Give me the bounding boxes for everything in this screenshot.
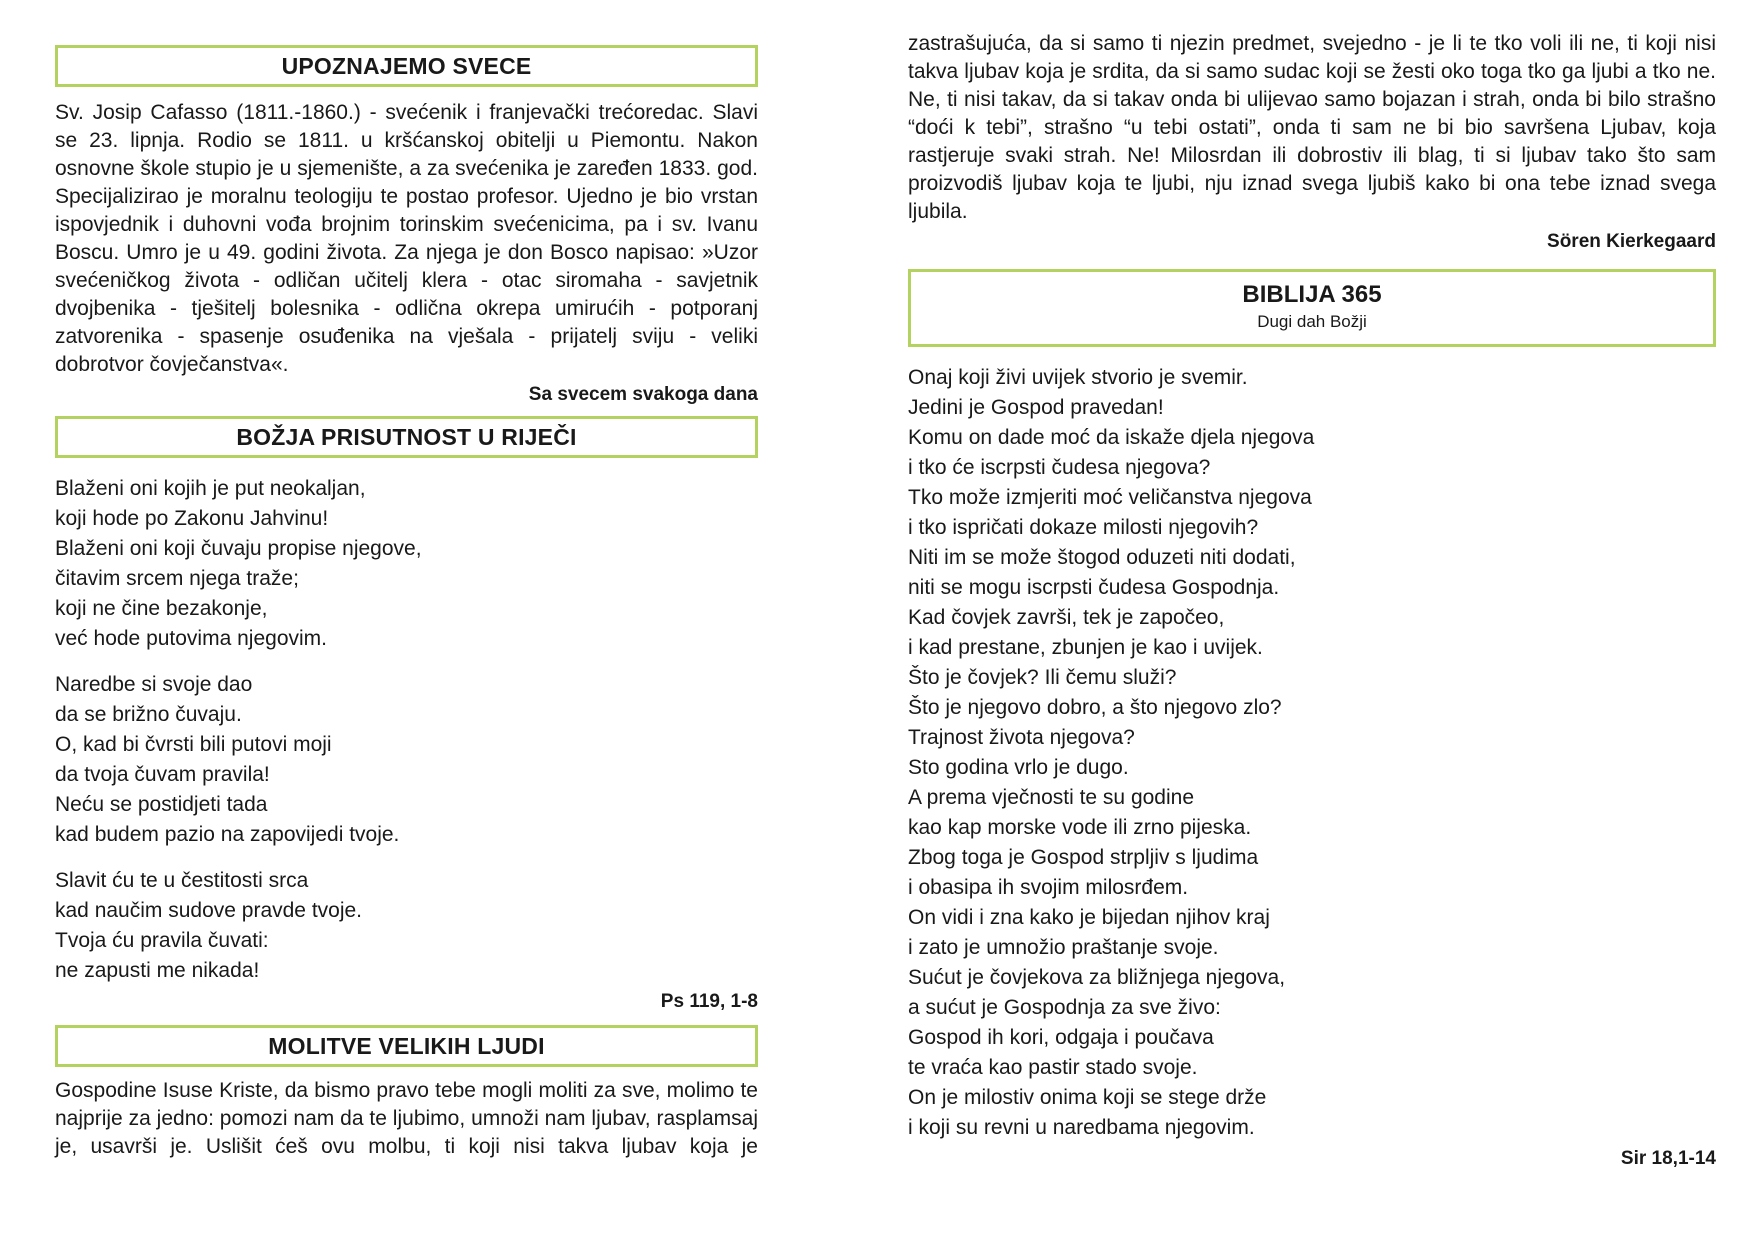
poem-line: On je milostiv onima koji se stege drže: [908, 1086, 1267, 1109]
section-box-upoznajemo-svece: [55, 45, 758, 87]
attribution-sa-svecem: Sa svecem svakoga dana: [528, 384, 758, 405]
poem-line: Jedini je Gospod pravedan!: [908, 396, 1164, 419]
poem-line: već hode putovima njegovim.: [55, 627, 327, 650]
poem-line: A prema vječnosti te su godine: [908, 786, 1195, 809]
poem-line: Sto godina vrlo je dugo.: [908, 756, 1129, 779]
poem-line: Slavit ću te u čestitosti srca: [55, 869, 309, 892]
attribution-kierkegaard: Sören Kierkegaard: [1547, 231, 1716, 252]
poem-line: Trajnost života njegova?: [908, 726, 1135, 749]
poem-line: i tko ispričati dokaze milosti njegovih?: [908, 516, 1259, 539]
section-title-bozja-prisutnost: BOŽJA PRISUTNOST U RIJEČI: [236, 424, 577, 450]
poem-line: koji ne čine bezakonje,: [55, 597, 268, 620]
poem-line: Blaženi oni kojih je put neokaljan,: [55, 477, 366, 500]
poem-stanza: [55, 474, 758, 654]
poem-line: Onaj koji živi uvijek stvorio je svemir.: [908, 366, 1248, 389]
poem-line: Tvoja ću pravila čuvati:: [55, 929, 269, 952]
poem-line: čitavim srcem njega traže;: [55, 567, 299, 590]
poem-line: kao kap morske vode ili zrno pijeska.: [908, 816, 1252, 839]
poem-line: i obasipa ih svojim milosrđem.: [908, 876, 1189, 899]
poem-line: niti se mogu iscrpsti čudesa Gospodnja.: [908, 576, 1280, 599]
poem-line: i koji su revni u naredbama njegovim.: [908, 1116, 1255, 1139]
sirach-poem: [908, 363, 1716, 1143]
left-column: [55, 45, 758, 1161]
poem-line: Gospod ih kori, odgaja i poučava: [908, 1026, 1214, 1049]
poem-line: ne zapusti me nikada!: [55, 959, 260, 982]
poem-line: a sućut je Gospodnja za sve živo:: [908, 996, 1221, 1019]
poem-line: O, kad bi čvrsti bili putovi moji: [55, 733, 332, 756]
poem-line: Kad čovjek završi, tek je započeo,: [908, 606, 1225, 629]
poem-line: Sućut je čovjekova za bližnjega njegova,: [908, 966, 1286, 989]
poem-line: Neću se postidjeti tada: [55, 793, 268, 816]
poem-line: kad budem pazio na zapovijedi tvoje.: [55, 823, 400, 846]
section-subtitle-dugi-dah-bozji: Dugi dah Božji: [1257, 312, 1367, 331]
section-box-bozja-prisutnost: [55, 416, 758, 458]
paragraph-prayer-start: Gospodine Isuse Kriste, da bismo pravo tebe mogli moliti za sve, molimo te najprije za jedno: pomozi nam da te ljubimo, umnoži nam ljubav, rasplamsaj je, usavrši je. Uslišit ćeš ovu molbu, ti koji nisi takva ljubav koja je: [55, 1079, 758, 1158]
poem-line: Niti im se može štogod oduzeti niti dodati,: [908, 546, 1296, 569]
section-title-biblija-365: BIBLIJA 365: [1242, 281, 1382, 308]
poem-line: da se brižno čuvaju.: [55, 703, 242, 726]
poem-line: Komu on dade moć da iskaže djela njegova: [908, 426, 1315, 449]
poem-line: i kad prestane, zbunjen je kao i uvijek.: [908, 636, 1263, 659]
poem-line: Tko može izmjeriti moć veličanstva njegova: [908, 486, 1312, 509]
poem-line: Naredbe si svoje dao: [55, 673, 253, 696]
right-column: [908, 30, 1716, 1172]
poem-line: kad naučim sudove pravde tvoje.: [55, 899, 363, 922]
poem-line: Blaženi oni koji čuvaju propise njegove,: [55, 537, 422, 560]
poem-stanza: [55, 866, 758, 986]
poem-line: Zbog toga je Gospod strpljiv s ljudima: [908, 846, 1259, 869]
poem-line: Što je čovjek? Ili čemu služi?: [908, 666, 1177, 689]
poem-stanza: [55, 670, 758, 850]
poem-line: On vidi i zna kako je bijedan njihov kraj: [908, 906, 1270, 929]
poem-line: da tvoja čuvam pravila!: [55, 763, 270, 786]
section-title-upoznajemo-svece: UPOZNAJEMO SVECE: [281, 53, 532, 79]
section-title-molitve: MOLITVE VELIKIH LJUDI: [268, 1033, 545, 1059]
poem-line: te vraća kao pastir stado svoje.: [908, 1056, 1198, 1079]
poem-line: koji hode po Zakonu Jahvinu!: [55, 507, 329, 530]
attribution-ps-119: Ps 119, 1-8: [660, 991, 758, 1012]
section-box-molitve: [55, 1025, 758, 1067]
section-box-biblija-365: [908, 269, 1716, 347]
paragraph-prayer-continuation: zastrašujuća, da si samo ti njezin predmet, svejedno - je li te tko voli ili ne, ti koji nisi takva ljubav koja je srdita, da si samo sudac koji se žesti oko toga tko ga ljubi a tko ne. Ne, ti nisi takav, da si takav onda bi ulijevao samo bojazan i strah, onda bi bilo strašno “doći k tebi”, strašno “u tebi ostati”, onda ti sam ne bi bio savršena Ljubav, koja rastjeruje svaki strah. Ne! Milosrdan ili dobrostiv ili blag, ti si ljubav tako što sam proizvodiš ljubav koja te ljubi, nju iznad svega ljubiš kako bi ona tebe iznad svega ljubila.: [908, 32, 1716, 223]
psalm-poem: [55, 474, 758, 986]
poem-line: i tko će iscrpsti čudesa njegova?: [908, 456, 1211, 479]
attribution-sir-18: Sir 18,1-14: [1620, 1148, 1716, 1169]
poem-line: i zato je umnožio praštanje svoje.: [908, 936, 1219, 959]
poem-line: Što je njegovo dobro, a što njegovo zlo?: [908, 696, 1282, 719]
paragraph-saint-biography: Sv. Josip Cafasso (1811.-1860.) - svećenik i franjevački trećoredac. Slavi se 23. lipnja. Rodio se 1811. u kršćanskoj obitelji u Piemontu. Nakon osnovne škole stupio je u sjemenište, a za svećenika je zaređen 1833. god. Specijalizirao je moralnu teologiju te postao profesor. Ujedno je bio vrstan ispovjednik i duhovni vođa brojnim torinskim svećenicima, pa i sv. Ivanu Boscu. Umro je u 49. godini života. Za njega je don Bosco napisao: »Uzor svećeničkog života - odličan učitelj klera - otac siromaha - savjetnik dvojbenika - tješitelj bolesnika - odlična okrepa umirućih - potporanj zatvorenika - spasenje osuđenika na vješala - prijatelj sviju - veliki dobrotvor čovječanstva«.: [55, 101, 758, 376]
